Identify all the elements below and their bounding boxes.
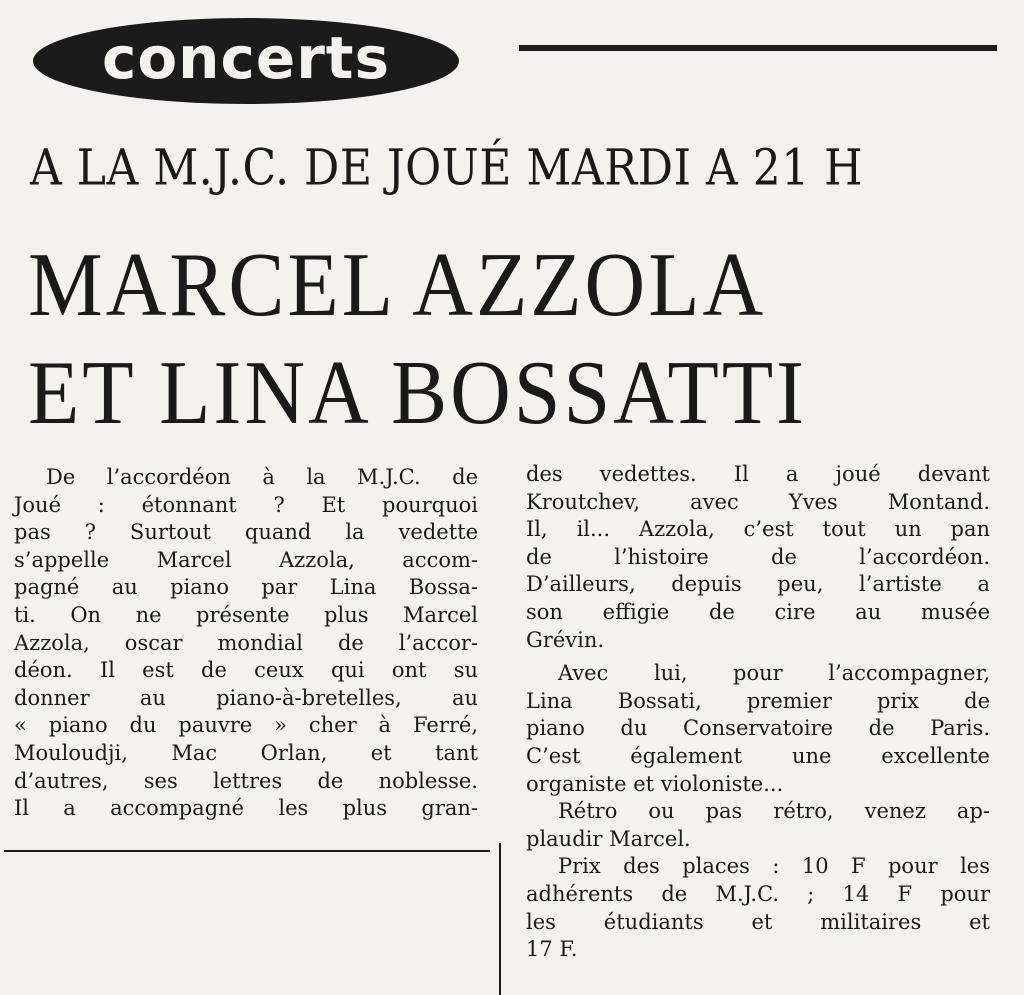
text-line: Grévin. (526, 627, 605, 652)
section-label-text: concerts (101, 24, 391, 92)
text-line: d’autres, ses lettres de noblesse. (14, 768, 478, 793)
text-line: Azzola, oscar mondial de l’accor- (14, 630, 478, 655)
column-rule-horizontal (4, 850, 490, 852)
text-line: son effigie de cire au musée (526, 599, 990, 624)
article-column-left (14, 464, 478, 823)
headline-line-1: MARCEL AZZOLA (28, 235, 767, 336)
text-line: Kroutchev, avec Yves Montand. (526, 489, 990, 514)
text-line: des vedettes. Il a joué devant (526, 462, 990, 486)
text-line: les étudiants et militaires et (526, 909, 990, 934)
top-rule (519, 45, 997, 51)
kicker-headline: A LA M.J.C. DE JOUÉ MARDI A 21 H (30, 139, 864, 197)
text-line: pas ? Surtout quand la vedette (14, 520, 478, 545)
column-rule-vertical (499, 843, 501, 995)
text-line: D’ailleurs, depuis peu, l’artiste a (526, 572, 990, 597)
text-line: piano du Conservatoire de Paris. (526, 716, 990, 741)
article-column-right (526, 461, 990, 964)
text-line: Joué : étonnant ? Et pourquoi (14, 492, 478, 517)
text-line: plaudir Marcel. (526, 826, 691, 851)
text-line: Prix des places : 10 F pour les (558, 854, 990, 879)
text-line: Rétro ou pas rétro, venez ap- (558, 799, 990, 824)
text-line: organiste et violoniste... (526, 771, 784, 796)
headline-line-2: ET LINA BOSSATTI (28, 343, 808, 444)
text-line: 17 F. (526, 937, 578, 962)
main-headline (28, 232, 807, 448)
section-label-badge (33, 18, 459, 104)
text-line: adhérents de M.J.C. ; 14 F pour (526, 881, 990, 906)
text-line: Il, il... Azzola, c’est tout un pan (526, 517, 990, 542)
text-line: pagné au piano par Lina Bossa- (14, 575, 478, 600)
text-line: C’est également une excellente (526, 743, 990, 768)
text-line: donner au piano-à-bretelles, au (14, 685, 478, 710)
text-line: De l’accordéon à la M.J.C. de (46, 465, 478, 489)
text-line: « piano du pauvre » cher à Ferré, (14, 713, 478, 738)
text-line: ti. On ne présente plus Marcel (14, 602, 478, 627)
text-line: Lina Bossati, premier prix de (526, 688, 990, 713)
text-line: Mouloudji, Mac Orlan, et tant (14, 740, 478, 765)
text-line: Il a accompagné les plus gran- (14, 796, 478, 821)
text-line: déon. Il est de ceux qui ont su (14, 658, 478, 683)
text-line: Avec lui, pour l’accompagner, (558, 661, 990, 686)
text-line: s’appelle Marcel Azzola, accom- (14, 547, 478, 572)
text-line: de l’histoire de l’accordéon. (526, 544, 990, 569)
